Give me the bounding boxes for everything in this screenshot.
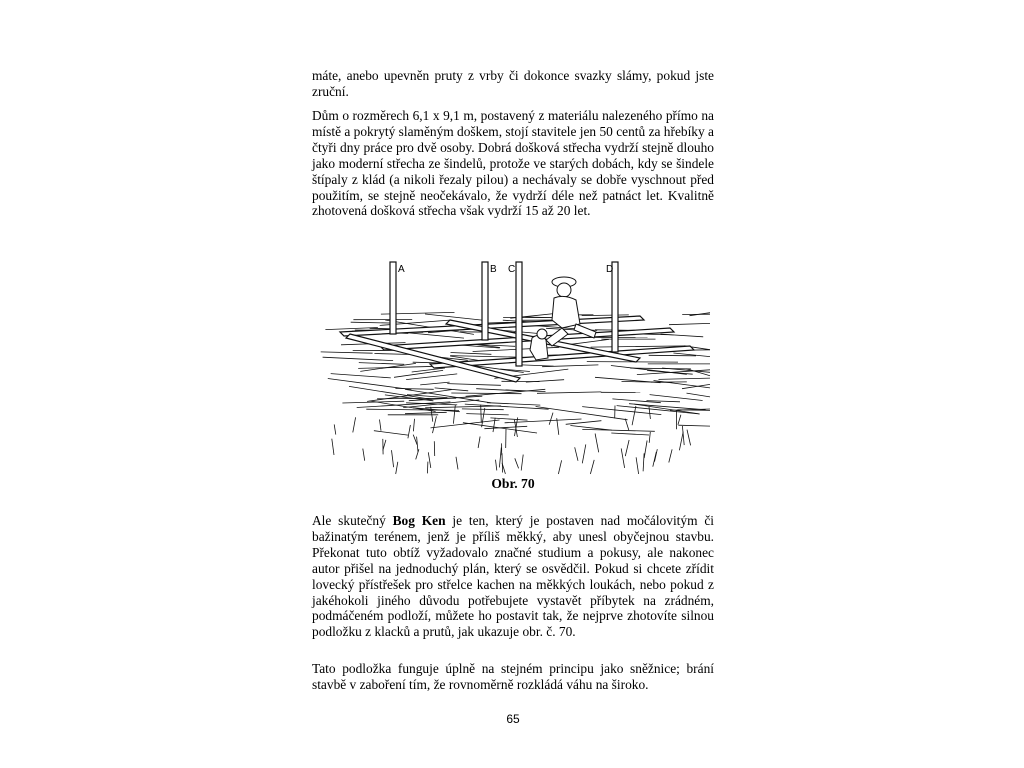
paragraph-4-text: Tato podložka funguje úplně na stejném principu jako sněžnice; brání stavbě v zaboření tím, že rovnoměrně rozkládá váhu na široko.	[312, 661, 714, 692]
stake-label-c: C	[508, 264, 516, 275]
paragraph-1-text: máte, anebo upevněn pruty z vrby či dokonce svazky slámy, pokud jste zruční.	[312, 68, 714, 99]
paragraph-4	[312, 661, 714, 693]
paragraph-3-text	[312, 513, 714, 640]
paragraph-3-body: je ten, který je postaven nad močálovitým či bažinatým terénem, jenž je příliš měkký, aby unesl obyčejnou stavbu. Překonat tuto obtíž vyžadovalo značné studium a pokusy, ale nakonec autor přišel na jednoduchý plán, který se osvědčil. Pokud si chcete zřídit lovecký přístřešek pro střelce kachen na měkkých loukách, nebo pokud z jakéhokoli jiného důvodu potřebujete vystavět příbytek na zrádném, podmáčeném podloží, můžete ho postavit tak, že nejprve zhotovíte silnou podložku z klacků a prutů, jak ukazuje obr. č. 70.	[312, 513, 714, 640]
paragraph-1	[312, 68, 714, 100]
paragraph-2-text: Dům o rozměrech 6,1 x 9,1 m, postavený z materiálu nalezeného přímo na místě a pokrytý slaměným doškem, stojí stavitele jen 50 centů za hřebíky a čtyři dny práce pro dvě osoby. Dobrá došková střecha vydrží stejně dlouho jako moderní střecha ze šindelů, protože ve starých dobách, kdy se šindele štípaly z klád (a nikoli řezaly pilou) a nechávaly se dobře vyschnout před použitím, se stejně neočekávalo, že vydrží déle než patnáct let. Kvalitně zhotovená došková střecha však vydrží 15 až 20 let.	[312, 108, 714, 219]
paragraph-3	[312, 513, 714, 640]
stake-label-b: B	[490, 264, 497, 275]
stake-label-d: D	[606, 264, 614, 275]
bog-ken-term: Bog Ken	[392, 513, 446, 528]
paragraph-3-lead: Ale skutečný	[312, 513, 393, 528]
figure-dog	[530, 329, 548, 360]
figure-70-illustration	[310, 254, 718, 476]
figure-caption: Obr. 70	[491, 476, 535, 491]
stake-label-a: A	[398, 264, 405, 275]
page-number: 65	[506, 712, 520, 726]
paragraph-2	[312, 108, 714, 219]
stake-labels	[398, 264, 613, 275]
